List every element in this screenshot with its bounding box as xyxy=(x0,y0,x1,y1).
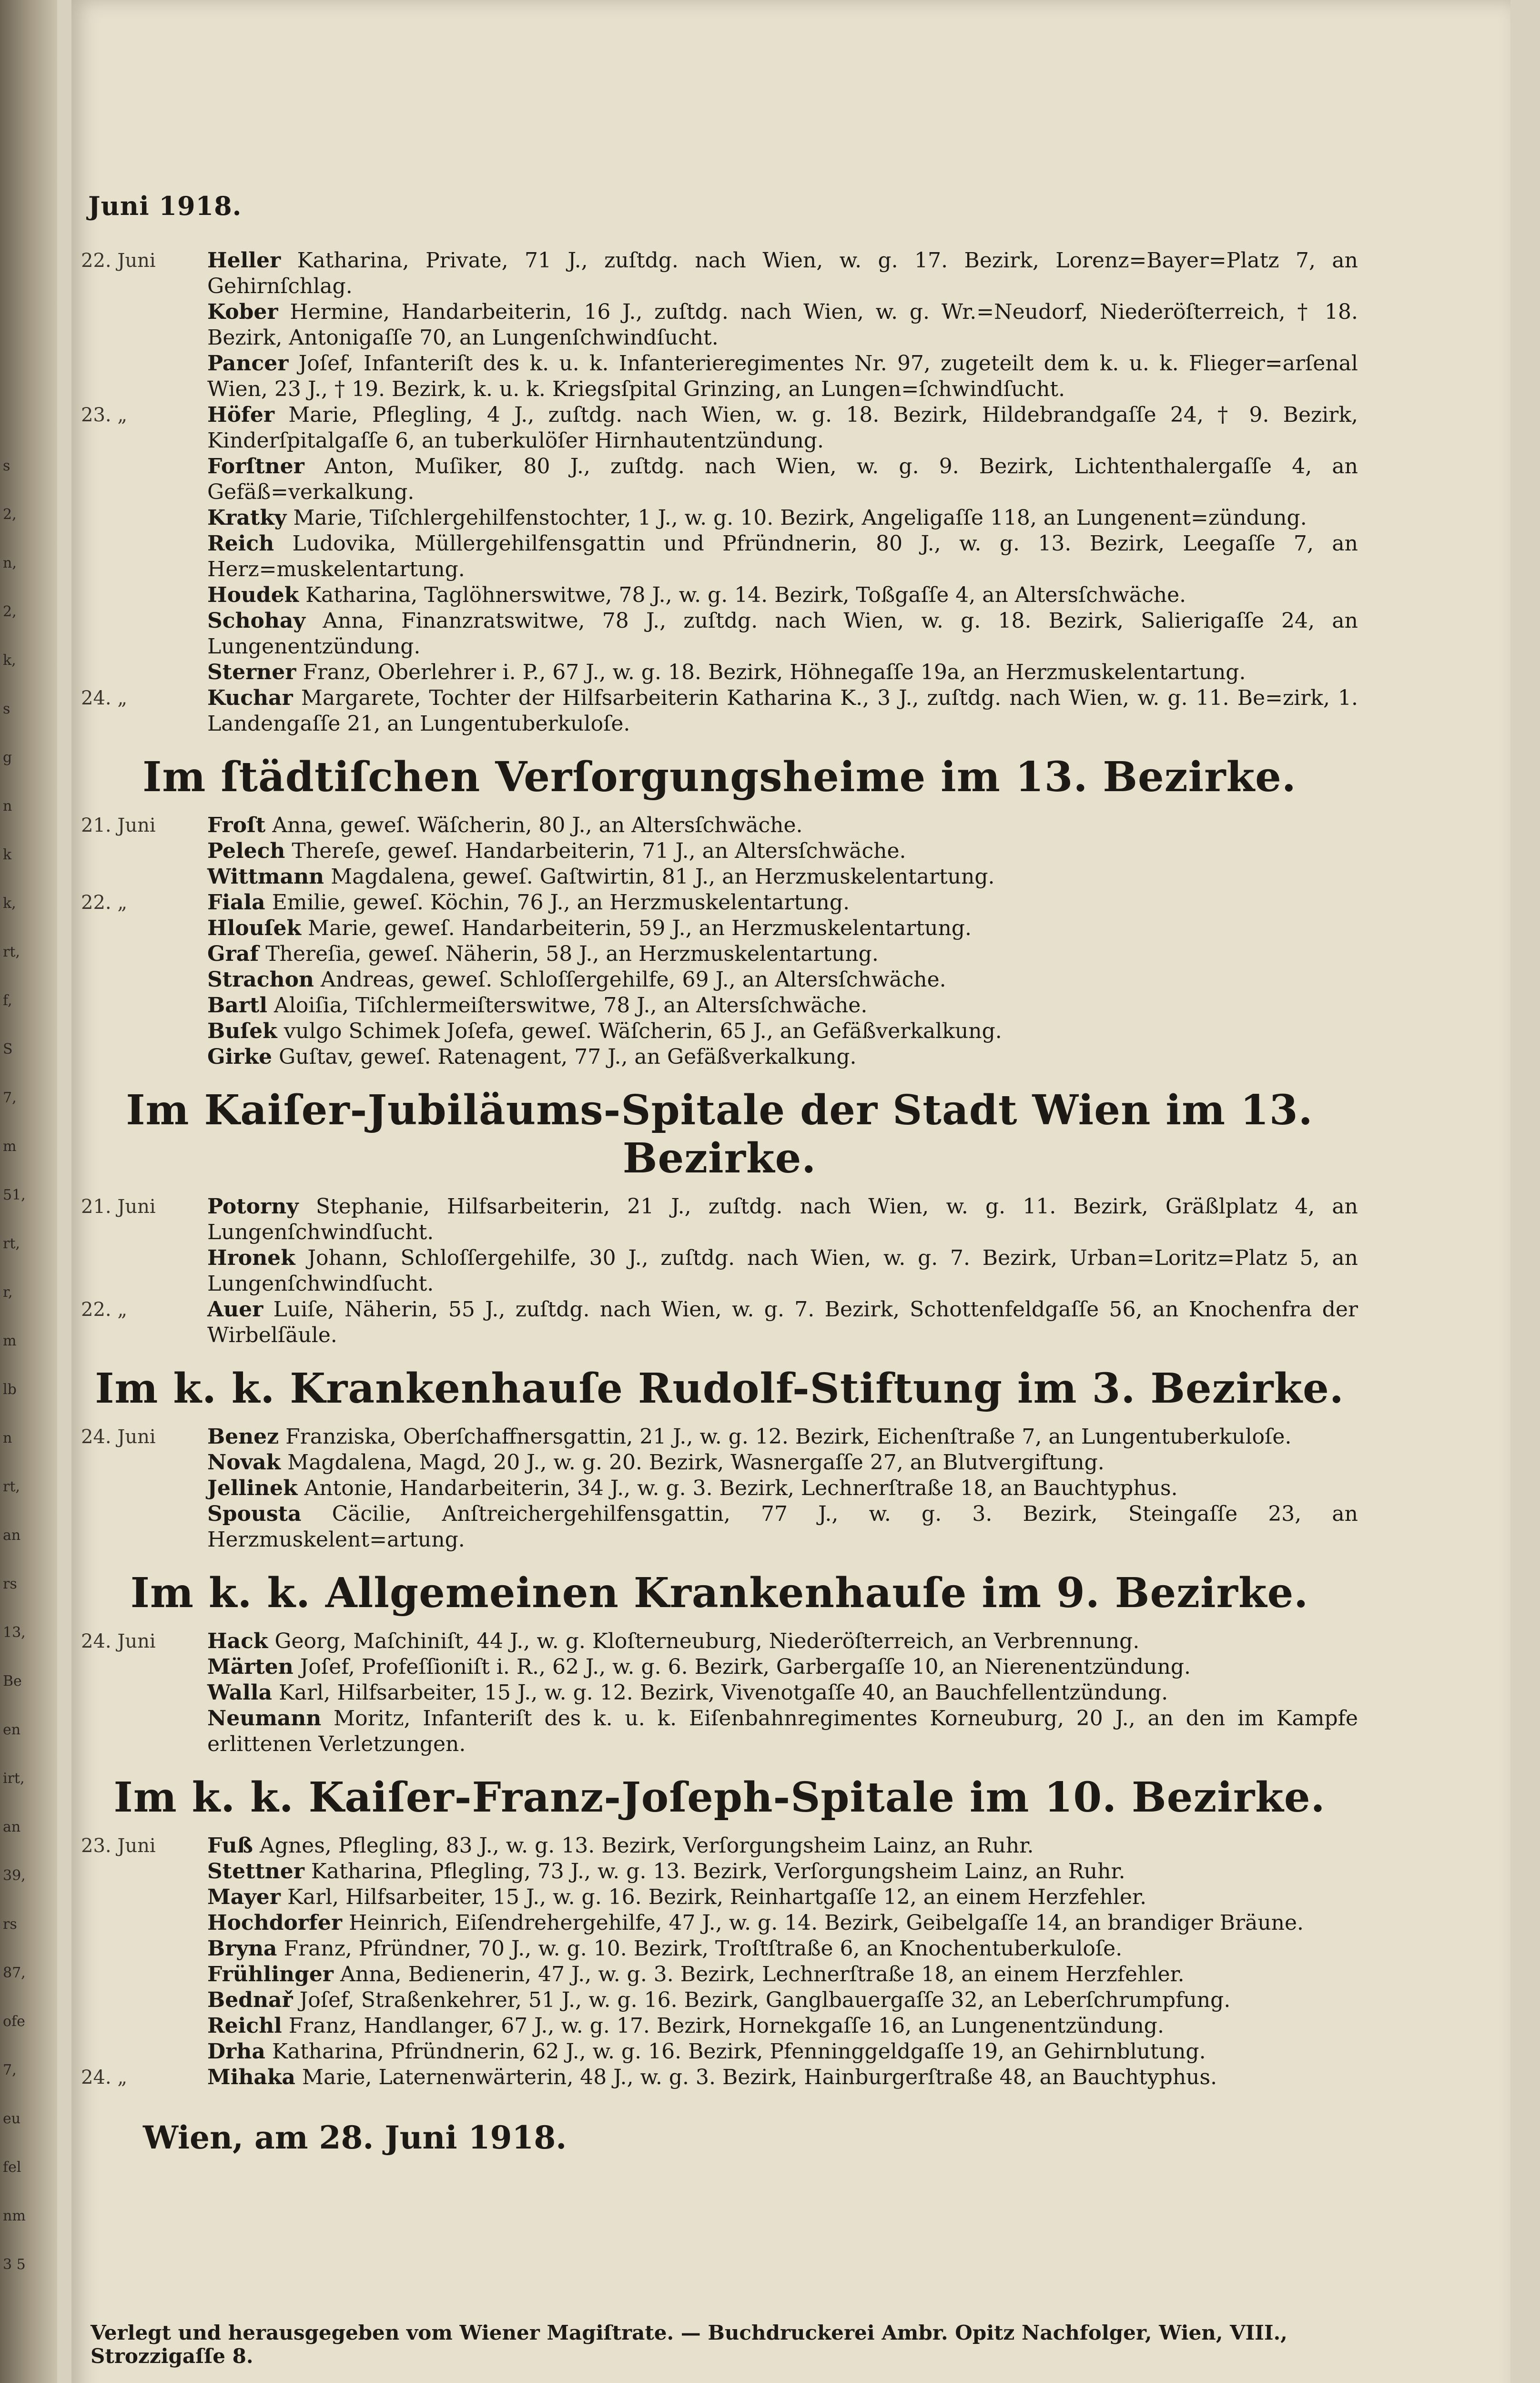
register-entry xyxy=(81,660,1358,685)
entry-date: 22. „ xyxy=(81,892,128,914)
register-entry xyxy=(81,1987,1358,2013)
register-entry xyxy=(81,1501,1358,1553)
register-entry xyxy=(81,2013,1358,2039)
entry-text xyxy=(207,1018,1358,1044)
entry-date: 24. „ xyxy=(81,687,128,709)
entry-date xyxy=(81,2013,207,2039)
entry-details: Stephanie, Hilfsarbeiterin, 21 J., zuſtdg. nach Wien, w. g. 11. Bezirk, Gräßlplatz 4, an Lungenſchwindſucht. xyxy=(207,1194,1358,1244)
entry-surname: Kober xyxy=(207,300,278,324)
entry-surname: Hack xyxy=(207,1629,268,1653)
entry-text xyxy=(207,1044,1358,1070)
entry-date: 22. Juni xyxy=(81,250,156,272)
register-entry xyxy=(81,299,1358,351)
register-entry xyxy=(81,402,1358,454)
entry-surname: Mayer xyxy=(207,1885,281,1909)
margin-fragment: 87, xyxy=(3,1965,26,1981)
entry-surname: Bartl xyxy=(207,993,267,1018)
entry-surname: Sterner xyxy=(207,660,296,684)
margin-fragment: f, xyxy=(3,992,12,1009)
entry-surname: Kratky xyxy=(207,506,287,530)
margin-fragment: 51, xyxy=(3,1187,26,1203)
register-entry xyxy=(81,1859,1358,1884)
entry-date: 23. Juni xyxy=(81,1835,156,1857)
register-entry xyxy=(81,1629,1358,1654)
entry-details: Joſef, Straßenkehrer, 51 J., w. g. 16. Bezirk, Ganglbauergaſſe 32, an Leberſchrumpfung. xyxy=(299,1988,1231,2012)
entry-surname: Graf xyxy=(207,942,259,966)
entry-text xyxy=(207,1476,1358,1501)
entry-text xyxy=(207,993,1358,1018)
entry-text xyxy=(207,813,1358,838)
entry-date: 21. Juni xyxy=(81,1196,156,1218)
entry-date xyxy=(81,1245,207,1297)
entry-date xyxy=(81,454,207,505)
entry-text xyxy=(207,1654,1358,1680)
entry-surname: Potorny xyxy=(207,1194,299,1219)
entry-surname: Auer xyxy=(207,1297,263,1322)
entry-date: 22. „ xyxy=(81,1299,128,1321)
register-entry xyxy=(81,351,1358,402)
register-entry xyxy=(81,1194,1358,1245)
entry-surname: Bednař xyxy=(207,1988,293,2012)
entry-details: Karl, Hilfsarbeiter, 15 J., w. g. 12. Bezirk, Vivenotgaſſe 40, an Bauchfellentzündung. xyxy=(279,1680,1168,1705)
entry-text xyxy=(207,2039,1358,2065)
margin-fragment: rs xyxy=(3,1916,17,1933)
entry-details: Guſtav, geweſ. Ratenagent, 77 J., an Gefäßverkalkung. xyxy=(278,1045,857,1069)
register-entry xyxy=(81,1833,1358,1859)
entry-text xyxy=(207,838,1358,864)
entry-surname: Hronek xyxy=(207,1246,295,1270)
entry-surname: Frühlinger xyxy=(207,1962,334,1986)
entry-text xyxy=(207,1629,1358,1654)
entry-details: Franz, Oberlehrer i. P., 67 J., w. g. 18. Bezirk, Höhnegaſſe 19a, an Herzmuskelentartung. xyxy=(303,660,1246,684)
entry-date: 21. Juni xyxy=(81,815,156,836)
section-title: Im k. k. Allgemeinen Krankenhauſe im 9. Bezirke. xyxy=(130,1569,1309,1617)
register-entry xyxy=(81,890,1358,916)
entry-details: Marie, Tiſchlergehilfenstochter, 1 J., w. g. 10. Bezirk, Angeligaſſe 118, an Lungenent=zündung. xyxy=(293,506,1307,530)
register-entry xyxy=(81,916,1358,941)
register-entry xyxy=(81,2039,1358,2065)
entry-date xyxy=(81,1476,207,1501)
entry-date xyxy=(81,1044,207,1070)
register-entry xyxy=(81,993,1358,1018)
entry-surname: Höfer xyxy=(207,403,275,427)
entry-date xyxy=(81,1706,207,1757)
entry-details: Franz, Handlanger, 67 J., w. g. 17. Bezirk, Hornekgaſſe 16, an Lungenentzündung. xyxy=(288,2014,1164,2038)
margin-fragment: k, xyxy=(3,652,16,669)
register-entry xyxy=(81,1680,1358,1706)
entry-text xyxy=(207,351,1358,402)
entry-surname: Benez xyxy=(207,1425,279,1449)
entry-date xyxy=(81,993,207,1018)
entry-surname: Stettner xyxy=(207,1859,304,1884)
entry-details: Magdalena, geweſ. Gaſtwirtin, 81 J., an Herzmuskelentartung. xyxy=(331,865,995,889)
entry-details: Hermine, Handarbeiterin, 16 J., zuſtdg. nach Wien, w. g. Wr.=Neudorf, Niederöſterreich, † 18. Bezirk, Antonigaſſe 70, an Lungenſchwindſucht. xyxy=(207,300,1358,350)
entry-details: Agnes, Pflegling, 83 J., w. g. 13. Bezirk, Verſorgungsheim Lainz, an Ruhr. xyxy=(259,1833,1034,1858)
register-entry xyxy=(81,1018,1358,1044)
entry-details: Moritz, Infanteriſt des k. u. k. Eiſenbahnregimentes Korneuburg, 20 J., an den im Kampfe erlittenen Verletzungen. xyxy=(207,1706,1358,1756)
margin-fragment: rt, xyxy=(3,1478,20,1495)
entry-text xyxy=(207,1501,1358,1553)
entry-surname: Pelech xyxy=(207,839,285,863)
entry-surname: Hochdorfer xyxy=(207,1911,343,1935)
register-entry xyxy=(81,967,1358,993)
entry-date xyxy=(81,941,207,967)
margin-fragment: 39, xyxy=(3,1867,26,1884)
section-title: Im k. k. Krankenhauſe Rudolf-Stiftung im 3. Bezirke. xyxy=(95,1365,1344,1413)
entry-text xyxy=(207,1450,1358,1476)
entry-date xyxy=(81,1962,207,1987)
register-entry xyxy=(81,1962,1358,1987)
margin-fragment: 7, xyxy=(3,1090,17,1106)
entry-details: Marie, Laternenwärterin, 48 J., w. g. 3. Bezirk, Hainburgerſtraße 48, an Bauchtyphus. xyxy=(302,2065,1217,2089)
margin-fragment: irt, xyxy=(3,1770,25,1787)
entry-text xyxy=(207,1245,1358,1297)
entry-surname: Jellinek xyxy=(207,1476,298,1500)
register-entry xyxy=(81,608,1358,660)
entry-text xyxy=(207,608,1358,660)
entry-details: Franz, Pfründner, 70 J., w. g. 10. Bezirk, Troſtſtraße 6, an Knochentuberkuloſe. xyxy=(284,1936,1123,1961)
entry-text xyxy=(207,1910,1358,1936)
entry-details: Anton, Muſiker, 80 J., zuſtdg. nach Wien, w. g. 9. Bezirk, Lichtenthalergaſſe 4, an Gefäß=verkalkung. xyxy=(207,454,1358,504)
register-entry xyxy=(81,813,1358,838)
register-entry xyxy=(81,838,1358,864)
entry-details: Anna, geweſ. Wäſcherin, 80 J., an Altersſchwäche. xyxy=(272,813,803,837)
entry-text xyxy=(207,454,1358,505)
entry-surname: Drha xyxy=(207,2039,265,2064)
section-title: Im ſtädtiſchen Verſorgungsheime im 13. Bezirke. xyxy=(142,753,1297,801)
entry-date: 24. „ xyxy=(81,2067,128,2088)
margin-fragment: n, xyxy=(3,555,17,571)
entry-date xyxy=(81,531,207,582)
margin-fragment: k, xyxy=(3,895,16,912)
margin-fragment: 2, xyxy=(3,506,17,523)
margin-fragment: lb xyxy=(3,1381,17,1398)
entry-details: Andreas, geweſ. Schloſſergehilfe, 69 J., an Altersſchwäche. xyxy=(320,967,946,992)
entry-date xyxy=(81,660,207,685)
entry-date xyxy=(81,608,207,660)
register-entry xyxy=(81,1910,1358,1936)
entry-date xyxy=(81,864,207,890)
entry-text xyxy=(207,505,1358,531)
death-register xyxy=(81,248,1358,2156)
closing-line: Wien, am 28. Juni 1918. xyxy=(143,2119,567,2156)
entry-details: Katharina, Private, 71 J., zuſtdg. nach Wien, w. g. 17. Bezirk, Lorenz=Bayer=Platz 7, an Gehirnſchlag. xyxy=(207,248,1358,298)
entry-text xyxy=(207,299,1358,351)
entry-surname: Spousta xyxy=(207,1502,302,1526)
entry-date xyxy=(81,838,207,864)
entry-details: Anna, Bedienerin, 47 J., w. g. 3. Bezirk, Lechnerſtraße 18, an einem Herzfehler. xyxy=(340,1962,1185,1986)
margin-fragment: rt, xyxy=(3,1235,20,1252)
entry-details: Magdalena, Magd, 20 J., w. g. 20. Bezirk, Wasnergaſſe 27, an Blutvergiftung. xyxy=(287,1450,1104,1475)
margin-fragment: s xyxy=(3,458,10,474)
entry-date xyxy=(81,1987,207,2013)
entry-date xyxy=(81,1654,207,1680)
entry-text xyxy=(207,685,1358,737)
entry-surname: Mihaka xyxy=(207,2065,295,2089)
entry-surname: Buſek xyxy=(207,1019,277,1043)
margin-fragment: rt, xyxy=(3,944,20,960)
margin-fragment: m xyxy=(3,1138,17,1155)
entry-details: Thereſe, geweſ. Handarbeiterin, 71 J., an Altersſchwäche. xyxy=(292,839,906,863)
entry-date xyxy=(81,1936,207,1962)
entry-surname: Novak xyxy=(207,1450,281,1475)
entry-date xyxy=(81,1859,207,1884)
entry-text xyxy=(207,890,1358,916)
entry-date xyxy=(81,1501,207,1553)
entry-surname: Wittmann xyxy=(207,865,324,889)
margin-fragment: 3 5 xyxy=(3,2256,26,2273)
register-entry xyxy=(81,1044,1358,1070)
entry-surname: Neumann xyxy=(207,1706,322,1731)
entry-details: Karl, Hilfsarbeiter, 15 J., w. g. 16. Bezirk, Reinhartgaſſe 12, an einem Herzfehler. xyxy=(287,1885,1147,1909)
entry-date: 24. Juni xyxy=(81,1426,156,1448)
entry-details: Marie, Pflegling, 4 J., zuſtdg. nach Wien, w. g. 18. Bezirk, Hildebrandgaſſe 24, † 9. Bezirk, Kinderſpitalgaſſe 6, an tuberkulöſer Hirnhautentzündung. xyxy=(207,403,1358,453)
register-entry xyxy=(81,1936,1358,1962)
entry-details: Johann, Schloſſergehilfe, 30 J., zuſtdg. nach Wien, w. g. 7. Bezirk, Urban=Loritz=Platz 5, an Lungenſchwindſucht. xyxy=(207,1246,1358,1296)
section-title: Im k. k. Kaiſer-Franz-Joſeph-Spitale im 10. Bezirke. xyxy=(113,1773,1326,1822)
entry-details: Cäcilie, Anſtreichergehilfensgattin, 77 J., w. g. 3. Bezirk, Steingaſſe 23, an Herzmuskelent=artung. xyxy=(207,1502,1358,1552)
margin-fragment: r, xyxy=(3,1284,13,1301)
register-entry xyxy=(81,941,1358,967)
register-entry xyxy=(81,1706,1358,1757)
entry-details: Katharina, Taglöhnerswitwe, 78 J., w. g. 14. Bezirk, Toßgaſſe 4, an Altersſchwäche. xyxy=(305,583,1186,607)
register-entry xyxy=(81,2065,1358,2090)
entry-details: Ludovika, Müllergehilfensgattin und Pfründnerin, 80 J., w. g. 13. Bezirk, Leegaſſe 7, an Herz=muskelentartung. xyxy=(207,531,1358,581)
entry-details: Emilie, geweſ. Köchin, 76 J., an Herzmuskelentartung. xyxy=(272,890,850,915)
entry-date xyxy=(81,2039,207,2065)
register-entry xyxy=(81,1245,1358,1297)
entry-surname: Reich xyxy=(207,531,274,556)
entry-date xyxy=(81,1450,207,1476)
entry-text xyxy=(207,1706,1358,1757)
entry-date xyxy=(81,505,207,531)
margin-fragment: nm xyxy=(3,2208,26,2224)
margin-fragment: an xyxy=(3,1527,21,1544)
entry-text xyxy=(207,1859,1358,1884)
entry-details: Thereſia, geweſ. Näherin, 58 J., an Herzmuskelentartung. xyxy=(265,942,879,966)
margin-fragment: en xyxy=(3,1721,21,1738)
entry-date: 23. „ xyxy=(81,404,128,426)
entry-surname: Schohay xyxy=(207,609,305,633)
entry-details: Katharina, Pflegling, 73 J., w. g. 13. Bezirk, Verſorgungsheim Lainz, an Ruhr. xyxy=(311,1859,1125,1884)
register-entry xyxy=(81,1424,1358,1450)
entry-details: Joſef, Infanteriſt des k. u. k. Infanterieregimentes Nr. 97, zugeteilt dem k. u. k. Flieger=arſenal Wien, 23 J., † 19. Bezirk, k. u. k. Kriegsſpital Grinzing, an Lungen=ſchwindſucht. xyxy=(207,351,1358,401)
register-entry xyxy=(81,685,1358,737)
entry-text xyxy=(207,2065,1358,2090)
entry-surname: Pancer xyxy=(207,351,289,376)
margin-fragment: S xyxy=(3,1041,13,1058)
entry-surname: Girke xyxy=(207,1045,272,1069)
entry-date xyxy=(81,351,207,402)
entry-text xyxy=(207,402,1358,454)
entry-date xyxy=(81,1680,207,1706)
entry-surname: Strachon xyxy=(207,967,314,992)
entry-text xyxy=(207,941,1358,967)
margin-fragment: Be xyxy=(3,1673,22,1690)
entry-surname: Forſtner xyxy=(207,454,304,479)
entry-details: Marie, geweſ. Handarbeiterin, 59 J., an Herzmuskelentartung. xyxy=(308,916,972,940)
entry-details: Katharina, Pfründnerin, 62 J., w. g. 16. Bezirk, Pfenninggeldgaſſe 19, an Gehirnblutung. xyxy=(272,2039,1206,2064)
register-entry xyxy=(81,582,1358,608)
margin-fragment: k xyxy=(3,846,12,863)
register-entry xyxy=(81,248,1358,299)
entry-text xyxy=(207,2013,1358,2039)
entry-text xyxy=(207,916,1358,941)
printer-footer: Verlegt und herausgegeben vom Wiener Magiſtrate. — Buchdruckerei Ambr. Opitz Nachfolger, Wien, VIII., Strozzigaſſe 8. xyxy=(91,2321,1287,2368)
page-header: Juni 1918. xyxy=(88,191,242,221)
entry-surname: Hlouſek xyxy=(207,916,302,940)
entry-details: Heinrich, Eiſendrehergehilfe, 47 J., w. g. 14. Bezirk, Geibelgaſſe 14, an brandiger Bräune. xyxy=(349,1911,1304,1935)
entry-surname: Houdek xyxy=(207,583,299,607)
entry-surname: Heller xyxy=(207,248,281,273)
entry-surname: Kuchar xyxy=(207,686,293,710)
margin-fragment: n xyxy=(3,798,12,815)
entry-surname: Bryna xyxy=(207,1936,277,1961)
margin-fragment: 13, xyxy=(3,1624,26,1641)
register-entry xyxy=(81,1654,1358,1680)
entry-text xyxy=(207,531,1358,582)
register-entry xyxy=(81,531,1358,582)
margin-fragment: s xyxy=(3,701,10,717)
entry-date xyxy=(81,916,207,941)
entry-details: Aloiſia, Tiſchlermeiſterswitwe, 78 J., an Altersſchwäche. xyxy=(274,993,868,1018)
register-entry xyxy=(81,505,1358,531)
register-entry xyxy=(81,454,1358,505)
entry-details: Luiſe, Näherin, 55 J., zuſtdg. nach Wien, w. g. 7. Bezirk, Schottenfeldgaſſe 56, an Knochenfra der Wirbelſäule. xyxy=(207,1297,1358,1347)
margin-fragment: m xyxy=(3,1333,17,1349)
entry-surname: Froſt xyxy=(207,813,266,837)
entry-text xyxy=(207,1987,1358,2013)
entry-details: vulgo Schimek Joſefa, geweſ. Wäſcherin, 65 J., an Gefäßverkalkung. xyxy=(284,1019,1002,1043)
entry-details: Antonie, Handarbeiterin, 34 J., w. g. 3. Bezirk, Lechnerſtraße 18, an Bauchtyphus. xyxy=(304,1476,1178,1500)
margin-fragment: ofe xyxy=(3,2013,25,2030)
entry-details: Joſef, Profeſſioniſt i. R., 62 J., w. g. 6. Bezirk, Garbergaſſe 10, an Nierenentzündung. xyxy=(300,1655,1191,1679)
entry-text xyxy=(207,1680,1358,1706)
entry-details: Margarete, Tochter der Hilfsarbeiterin Katharina K., 3 J., zuſtdg. nach Wien, w. g. 11. Be=zirk, 1. Landengaſſe 21, an Lungentuberkuloſe. xyxy=(207,686,1358,736)
register-entry xyxy=(81,1450,1358,1476)
margin-fragment: g xyxy=(3,749,12,766)
entry-date xyxy=(81,582,207,608)
margin-fragment: n xyxy=(3,1430,12,1446)
entry-date xyxy=(81,1018,207,1044)
margin-fragment: rs xyxy=(3,1576,17,1592)
entry-date xyxy=(81,1884,207,1910)
entry-text xyxy=(207,1884,1358,1910)
entry-details: Anna, Finanzratswitwe, 78 J., zuſtdg. nach Wien, w. g. 18. Bezirk, Salierigaſſe 24, an Lungenentzündung. xyxy=(207,609,1358,659)
entry-text xyxy=(207,1962,1358,1987)
entry-surname: Walla xyxy=(207,1680,273,1705)
entry-date xyxy=(81,299,207,351)
entry-date: 24. Juni xyxy=(81,1630,156,1652)
margin-fragment: an xyxy=(3,1819,21,1835)
entry-surname: Fuß xyxy=(207,1833,253,1858)
entry-date xyxy=(81,1910,207,1936)
register-entry xyxy=(81,864,1358,890)
margin-fragment: eu xyxy=(3,2110,21,2127)
entry-surname: Reichl xyxy=(207,2014,282,2038)
section-title: Im Kaiſer-Jubiläums-Spitale der Stadt Wien im 13. Bezirke. xyxy=(126,1086,1313,1182)
entry-text xyxy=(207,1194,1358,1245)
entry-details: Franziska, Oberſchaffnersgattin, 21 J., w. g. 12. Bezirk, Eichenſtraße 7, an Lungentuberkuloſe. xyxy=(285,1425,1292,1449)
entry-details: Georg, Maſchiniſt, 44 J., w. g. Kloſterneuburg, Niederöſterreich, an Verbrennung. xyxy=(274,1629,1140,1653)
entry-surname: Märten xyxy=(207,1655,294,1679)
entry-text xyxy=(207,582,1358,608)
entry-text xyxy=(207,248,1358,299)
register-entry xyxy=(81,1476,1358,1501)
margin-fragment: 7, xyxy=(3,2062,17,2078)
register-entry xyxy=(81,1297,1358,1348)
entry-text xyxy=(207,660,1358,685)
entry-text xyxy=(207,1297,1358,1348)
entry-text xyxy=(207,1833,1358,1859)
entry-text xyxy=(207,967,1358,993)
register-entry xyxy=(81,1884,1358,1910)
entry-date xyxy=(81,967,207,993)
margin-fragment: fel xyxy=(3,2159,21,2176)
entry-text xyxy=(207,1424,1358,1450)
entry-text xyxy=(207,864,1358,890)
entry-surname: Fiala xyxy=(207,890,265,915)
margin-fragment: 2, xyxy=(3,603,17,620)
entry-text xyxy=(207,1936,1358,1962)
